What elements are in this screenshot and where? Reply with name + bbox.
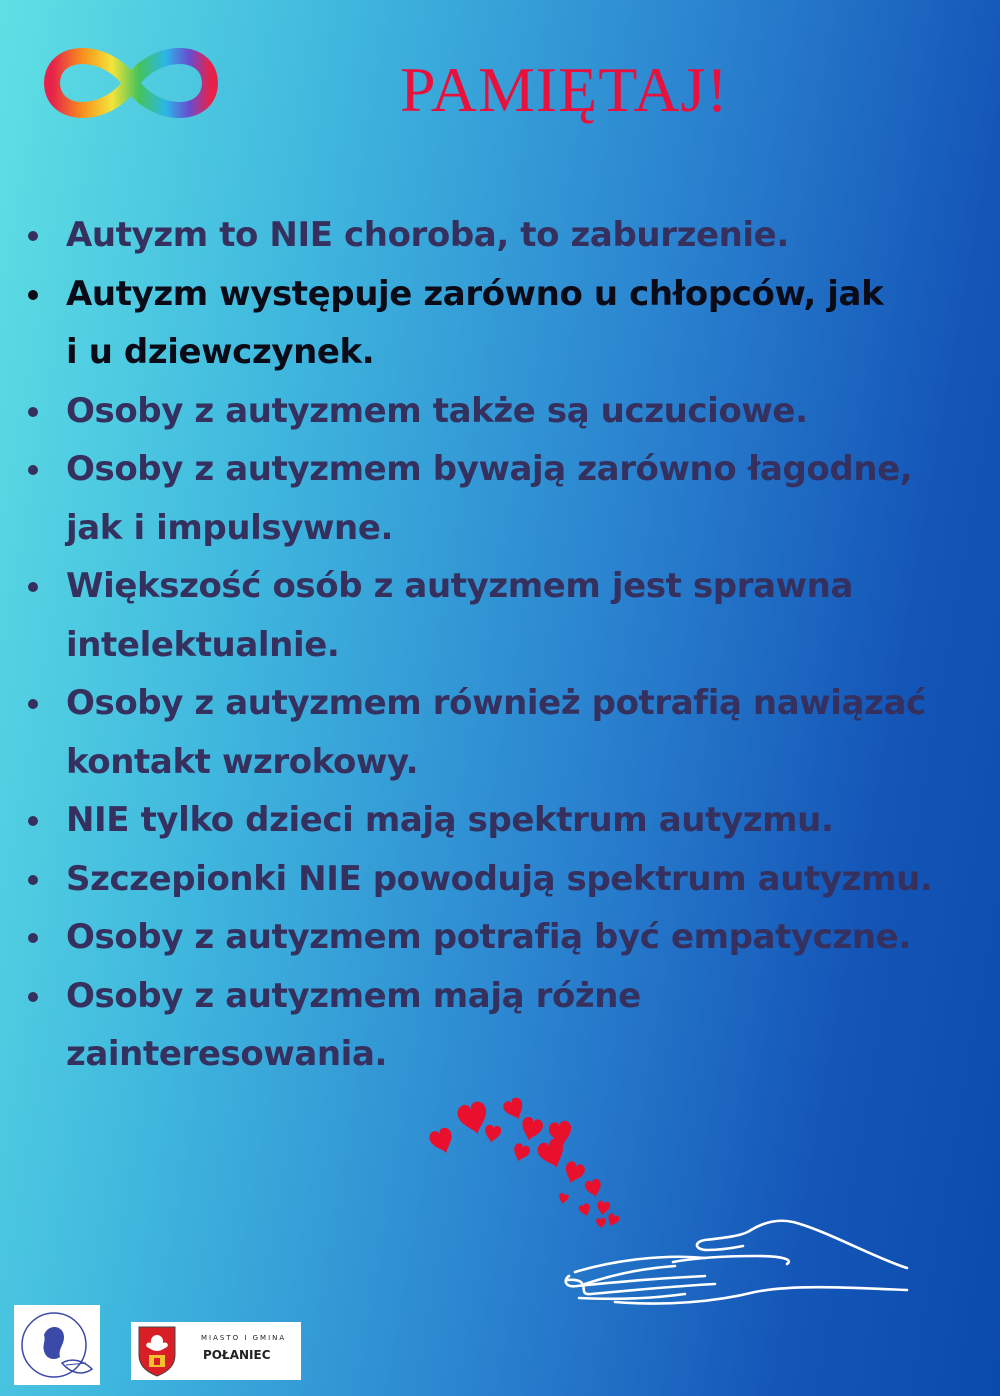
list-item	[22, 967, 982, 1084]
bullet-icon	[28, 816, 38, 826]
bullet-icon	[28, 582, 38, 592]
school-logo-icon	[14, 1305, 100, 1385]
bullet-icon	[28, 699, 38, 709]
logo-small-text: MIASTO I GMINA	[201, 1334, 287, 1342]
list-item	[22, 265, 982, 382]
bullet-icon	[28, 231, 38, 241]
list-item	[22, 674, 982, 791]
list-item-text: Większość osób z autyzmem jest sprawna intelektualnie.	[66, 566, 853, 665]
list-item-text: Osoby z autyzmem także są uczuciowe.	[66, 390, 808, 431]
list-item	[22, 557, 982, 674]
bullet-icon	[28, 875, 38, 885]
bullet-icon	[28, 992, 38, 1002]
open-hand-icon	[555, 1210, 915, 1320]
list-item	[22, 440, 982, 557]
school-logo	[14, 1305, 100, 1385]
list-item-text: Osoby z autyzmem potrafią być empatyczne.	[66, 917, 911, 957]
facts-list	[22, 206, 982, 1084]
logo-big-text: POŁANIEC	[203, 1348, 271, 1362]
municipality-logo	[131, 1322, 301, 1380]
page-title: PAMIĘTAJ!	[400, 54, 729, 125]
list-item-text: Autyzm występuje zarówno u chłopców, jak i u dziewczynek.	[66, 273, 884, 372]
list-item	[22, 206, 982, 265]
municipality-crest-icon	[137, 1325, 177, 1377]
list-item-text: NIE tylko dzieci mają spektrum autyzmu.	[66, 800, 834, 840]
list-item-text: Osoby z autyzmem bywają zarówno łagodne, jak i impulsywne.	[66, 449, 913, 548]
list-item-text: Szczepionki NIE powodują spektrum autyzmu.	[66, 858, 933, 899]
list-item-text: Autyzm to NIE choroba, to zaburzenie.	[66, 215, 789, 255]
list-item	[22, 791, 982, 850]
bullet-icon	[28, 933, 38, 943]
bullet-icon	[28, 465, 38, 475]
list-item-text: Osoby z autyzmem również potrafią nawiązać kontakt wzrokowy.	[66, 683, 926, 782]
list-item-text: Osoby z autyzmem mają różne zainteresowania.	[66, 975, 641, 1074]
list-item	[22, 908, 982, 967]
bullet-icon	[28, 407, 38, 417]
list-item	[22, 382, 982, 441]
list-item	[22, 850, 982, 909]
rainbow-infinity-icon	[38, 38, 224, 128]
bullet-icon	[28, 290, 38, 300]
